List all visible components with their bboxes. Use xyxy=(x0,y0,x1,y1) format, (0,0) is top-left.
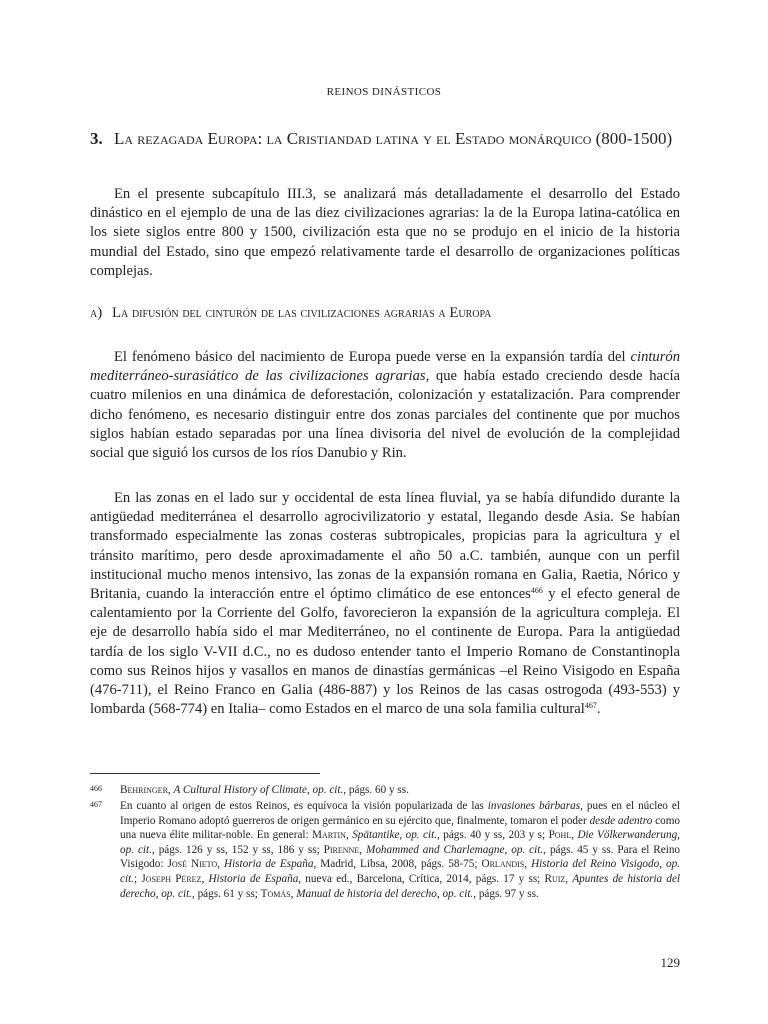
author-name: Pohl xyxy=(548,829,572,842)
author-name: José Nieto xyxy=(167,858,218,871)
author-name: Pirenne xyxy=(323,843,360,856)
footnote xyxy=(90,783,680,798)
text-run: , págs. 40 y ss, 203 y s; xyxy=(437,829,549,842)
author-name: Joseph Pérez xyxy=(141,872,202,885)
paragraph-text: En el presente subcapítulo III.3, se analizará más detalladamente el desarrollo del Estado dinástico en el ejemplo de una de las diez civilizaciones agrarias: la de la Europa latina-católica en los siete siglos entre 800 y 1500, civilización esta que no se produjo en el inicio de la historia mundial del Estado, sino que empezó relativamente tarde el desarrollo de organizaciones políticas complejas. xyxy=(90,186,680,279)
text-run: , xyxy=(524,858,532,871)
text-run: , xyxy=(217,858,224,871)
section-letter: a) xyxy=(90,305,103,321)
opcit: op. cit. xyxy=(312,784,344,796)
text-run: , xyxy=(571,829,578,842)
work-title: Spätantike, op. cit. xyxy=(352,829,438,842)
work-title: A Cultural History of Climate xyxy=(173,784,307,796)
work-title: Manual de historia del derecho, op. cit. xyxy=(296,887,474,900)
chapter-number: 3. xyxy=(90,129,103,148)
text-run: En las zonas en el lado sur y occidental de esta línea fluvial, ya se había difundido durante la antigüedad mediterránea el desarrollo agrocivilizatorio y estatal, llegando desde Asia. Se habían transformado especialmente las zonas costeras subtropicales, propicias para la agricultura y el tránsito marítimo, pero desde aproximadamente el año 50 a.C. también, aunque con un perfil institucional mucho menos intensivo, las zonas de la expansión romana en Galia, Raetia, Nórico y Britania, cuando la interacción entre el óptimo climático de ese entonces xyxy=(90,490,680,603)
text-run: , xyxy=(306,784,313,796)
chapter-title: La rezagada Europa: la Cristiandad latina y el Estado monárquico xyxy=(114,129,592,148)
work-title: Apuntes de historia del derecho, op. cit. xyxy=(120,872,681,900)
footnote-ref[interactable]: 467 xyxy=(584,701,597,711)
footnote-467 xyxy=(90,799,680,901)
author-name: Ruiz xyxy=(544,872,566,885)
page-number: 129 xyxy=(660,955,680,970)
paragraph-text xyxy=(90,348,680,463)
footnote-number: 466 xyxy=(90,784,102,793)
work-title: Historia de España xyxy=(223,858,314,871)
running-head: REINOS DINÁSTICOS xyxy=(326,86,442,98)
text-run: , pues en el núcleo el Imperio Romano adoptó guerreros de origen germánico en su ejército que, finalmente, tomaron el poder xyxy=(120,800,680,827)
author-name: Orlandis xyxy=(481,858,525,871)
paragraph-intro xyxy=(90,185,680,281)
emphasis-term: cinturón mediterráneo-surasiático de las civilizaciones agrarias xyxy=(90,349,680,385)
footnote-number: 467 xyxy=(90,800,102,809)
work-title: Mohammed and Charlemagne, op. cit. xyxy=(366,843,544,856)
text-run: , págs. 60 y ss. xyxy=(343,784,409,796)
footnote-divider xyxy=(90,773,320,774)
paragraph-text xyxy=(90,489,680,719)
text-run: En cuanto al origen de estos Reinos, es equívoca la visión popularizada de las xyxy=(120,800,488,812)
footnote xyxy=(90,799,680,901)
author-name: Martin xyxy=(312,829,346,842)
text-run: , xyxy=(565,872,573,885)
chapter-dates: (800-1500) xyxy=(595,129,673,148)
section-title: La difusión del cinturón de las civilizaciones agrarias a Europa xyxy=(112,305,492,321)
paragraph-mediterranean xyxy=(90,489,680,719)
author-name: Tomás xyxy=(260,887,291,900)
text-run: , xyxy=(290,887,297,900)
text-run: ; xyxy=(133,872,142,885)
text-run: , págs. 61 y ss; xyxy=(191,887,261,900)
footnote-ref[interactable]: 466 xyxy=(530,586,543,596)
emphasis-term: desde adentro xyxy=(589,814,653,827)
author-name: Behringer xyxy=(120,784,168,796)
text-run: . xyxy=(596,701,601,718)
work-title: Die Völkerwanderung, op. cit. xyxy=(120,829,680,856)
text-run: , págs. 45 y ss. Para el Reino Visigodo: xyxy=(120,843,681,871)
text-run: , que había estado creciendo desde hacía cuatro milenios en una dinámica de deforestación, colonización y estatalización. Para comprender dicho fenómeno, es necesario distinguir entre dos zonas parciales del continente que por muchos siglos habían estado separadas por una línea divisoria del nivel de evolución de la complejidad social que siguió los cursos de los ríos Danubio y Rin. xyxy=(90,368,680,462)
chapter-title-block xyxy=(114,128,680,149)
text-run: , xyxy=(359,843,367,856)
paragraph-europe-birth xyxy=(90,348,680,463)
footnote-466 xyxy=(90,783,680,798)
text-run: , xyxy=(345,829,353,842)
work-title: Historia del Reino Visigodo, op. cit. xyxy=(120,858,681,885)
chapter-heading xyxy=(90,128,680,149)
section-heading xyxy=(90,305,680,322)
emphasis-term: invasiones bárbaras xyxy=(487,800,581,812)
text-run: , xyxy=(167,784,174,796)
text-run: , págs. 97 y ss. xyxy=(473,887,539,900)
text-run: , xyxy=(201,872,209,885)
text-run: y el efecto general de calentamiento por la Corriente del Golfo, favorecieron la expansión de la agricultura compleja. El eje de desarrollo había sido el mar Mediterráneo, no el continente de Europa. Para la antigüedad tardía de los siglo V-VII d.C., no es dudoso entender tanto el Imperio Romano de Constantinopla como sus Reinos hijos y vasallos en manos de dinastías germánicas –el Reino Visigodo en España (476-711), el Reino Franco en Galia (486-887) y los Reinos de las casas ostrogoda (493-553) y lombarda (568-774) en Italia– como Estados en el marco de una sola familia cultural xyxy=(90,586,680,718)
work-title: Historia de España xyxy=(208,872,299,885)
text-run: , nueva ed., Barcelona, Crítica, 2014, págs. 17 y ss; xyxy=(298,872,545,885)
text-run: como una nueva élite militar-noble. En general: xyxy=(120,814,681,842)
text-run: , págs. 126 y ss, 152 y ss, 186 y ss; xyxy=(151,843,324,856)
text-run: El fenómeno básico del nacimiento de Europa puede verse en la expansión tardía del xyxy=(114,349,631,365)
text-run: , Madrid, Libsa, 2008, págs. 58-75; xyxy=(313,858,482,871)
